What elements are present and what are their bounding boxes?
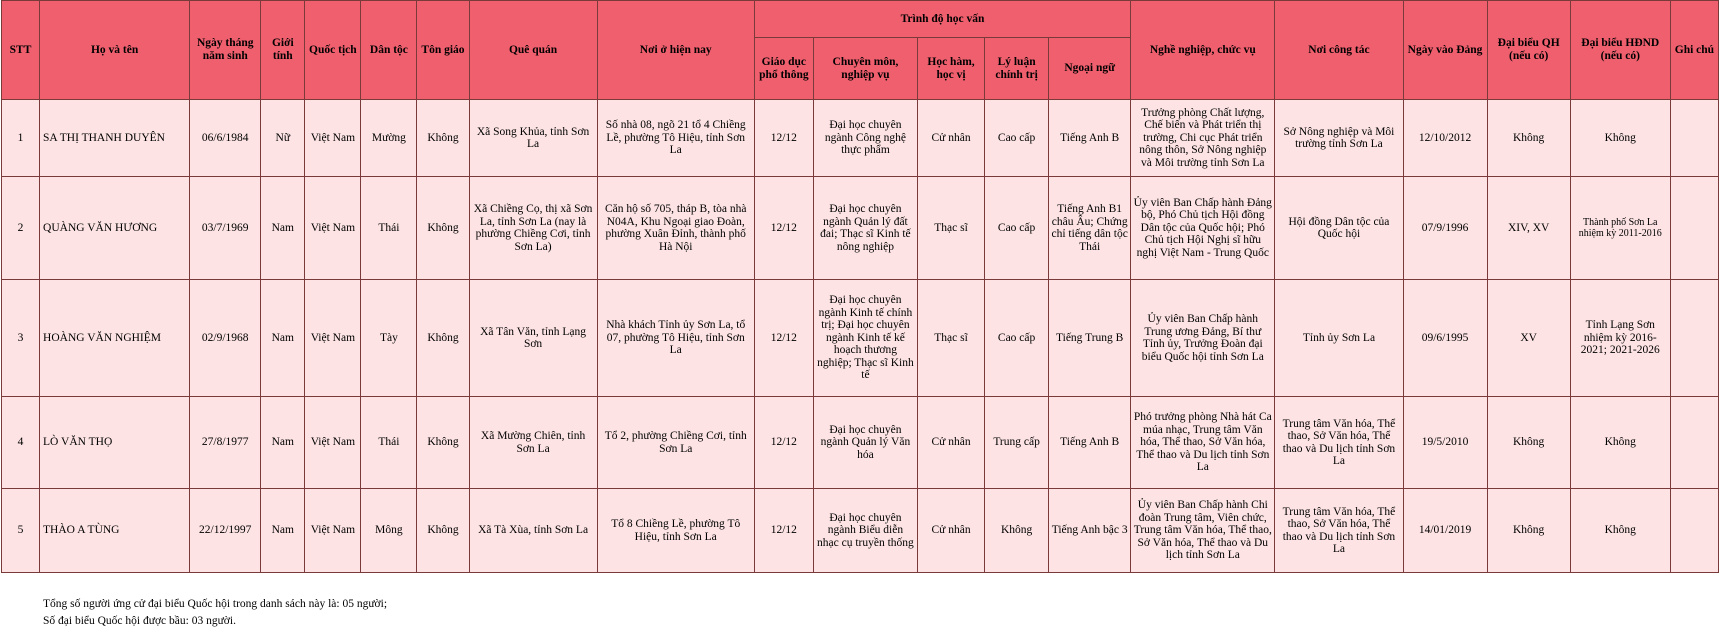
candidate-table <box>1 0 1719 573</box>
cell-religion: Không <box>417 280 469 397</box>
col-header-education-group: Trình độ học vấn <box>754 1 1130 38</box>
cell-foreign-language: Tiếng Trung B <box>1049 280 1131 397</box>
cell-general-education: 12/12 <box>754 177 813 280</box>
cell-na-delegate: XV <box>1487 280 1570 397</box>
col-header-foreign-language: Ngoại ngữ <box>1049 38 1131 100</box>
cell-degree: Thạc sĩ <box>917 280 984 397</box>
cell-name: LÒ VĂN THỌ <box>40 397 190 489</box>
cell-na-delegate: Không <box>1487 397 1570 489</box>
cell-foreign-language: Tiếng Anh B <box>1049 397 1131 489</box>
cell-ethnicity: Thái <box>361 397 417 489</box>
cell-stt: 4 <box>2 397 40 489</box>
col-header-ethnicity: Dân tộc <box>361 1 417 100</box>
cell-hometown: Xã Song Khủa, tỉnh Sơn La <box>469 100 597 177</box>
cell-occupation: Ủy viên Ban Chấp hành Đảng bộ, Phó Chủ tịch Hội đồng Dân tộc của Quốc hội; Phó Chủ tịch Hội Nghị sĩ hữu nghị Việt Nam - Trung Quốc <box>1131 177 1275 280</box>
cell-party-date: 12/10/2012 <box>1403 100 1487 177</box>
cell-workplace: Sở Nông nghiệp và Môi trường tỉnh Sơn La <box>1275 100 1403 177</box>
col-header-council-delegate: Đại biểu HĐND (nếu có) <box>1570 1 1670 100</box>
cell-notes <box>1670 489 1718 573</box>
cell-na-delegate: Không <box>1487 489 1570 573</box>
cell-ethnicity: Tày <box>361 280 417 397</box>
cell-name: SA THỊ THANH DUYÊN <box>40 100 190 177</box>
cell-na-delegate: XIV, XV <box>1487 177 1570 280</box>
cell-notes <box>1670 280 1718 397</box>
col-header-notes: Ghi chú <box>1670 1 1718 100</box>
cell-workplace: Hội đồng Dân tộc của Quốc hội <box>1275 177 1403 280</box>
cell-gender: Nam <box>261 280 305 397</box>
header-row-1 <box>2 1 1719 38</box>
col-header-occupation: Nghề nghiệp, chức vụ <box>1131 1 1275 100</box>
cell-ethnicity: Mông <box>361 489 417 573</box>
cell-specialty: Đại học chuyên ngành Công nghệ thực phẩm <box>813 100 917 177</box>
cell-workplace: Tỉnh ủy Sơn La <box>1275 280 1403 397</box>
col-header-residence: Nơi ở hiện nay <box>597 1 754 100</box>
cell-stt: 2 <box>2 177 40 280</box>
cell-specialty: Đại học chuyên ngành Biểu diễn nhạc cụ truyền thống <box>813 489 917 573</box>
cell-political-theory: Cao cấp <box>985 177 1049 280</box>
cell-name: THÀO A TÙNG <box>40 489 190 573</box>
cell-nationality: Việt Nam <box>305 100 361 177</box>
cell-gender: Nam <box>261 489 305 573</box>
cell-degree: Thạc sĩ <box>917 177 984 280</box>
cell-general-education: 12/12 <box>754 397 813 489</box>
cell-council-delegate: Không <box>1570 489 1670 573</box>
cell-notes <box>1670 100 1718 177</box>
cell-stt: 1 <box>2 100 40 177</box>
cell-foreign-language: Tiếng Anh B <box>1049 100 1131 177</box>
cell-degree: Cử nhân <box>917 489 984 573</box>
cell-birthdate: 03/7/1969 <box>190 177 261 280</box>
total-candidates-line: Tổng số người ứng cử đại biểu Quốc hội trong danh sách này là: 05 người; <box>43 598 388 610</box>
col-header-stt: STT <box>2 1 40 100</box>
cell-specialty: Đại học chuyên ngành Quản lý Văn hóa <box>813 397 917 489</box>
col-header-na-delegate: Đại biểu QH (nếu có) <box>1487 1 1570 100</box>
cell-religion: Không <box>417 177 469 280</box>
cell-degree: Cử nhân <box>917 397 984 489</box>
cell-religion: Không <box>417 100 469 177</box>
cell-workplace: Trung tâm Văn hóa, Thể thao, Sở Văn hóa, Thể thao và Du lịch tỉnh Sơn La <box>1275 397 1403 489</box>
cell-birthdate: 27/8/1977 <box>190 397 261 489</box>
table-row <box>2 100 1719 177</box>
cell-hometown: Xã Chiềng Cọ, thị xã Sơn La, tỉnh Sơn La (nay là phường Chiềng Cơi, tỉnh Sơn La) <box>469 177 597 280</box>
cell-occupation: Ủy viên Ban Chấp hành Trung ương Đảng, Bí thư Tỉnh ủy, Trưởng Đoàn đại biểu Quốc hội tỉnh Sơn La <box>1131 280 1275 397</box>
cell-general-education: 12/12 <box>754 489 813 573</box>
cell-religion: Không <box>417 397 469 489</box>
cell-general-education: 12/12 <box>754 100 813 177</box>
cell-council-delegate: Thành phố Sơn La nhiệm kỳ 2011-2016 <box>1570 177 1670 280</box>
col-header-religion: Tôn giáo <box>417 1 469 100</box>
col-header-workplace: Nơi công tác <box>1275 1 1403 100</box>
cell-political-theory: Cao cấp <box>985 280 1049 397</box>
col-header-birthdate: Ngày tháng năm sinh <box>190 1 261 100</box>
cell-political-theory: Cao cấp <box>985 100 1049 177</box>
cell-hometown: Xã Tà Xùa, tỉnh Sơn La <box>469 489 597 573</box>
cell-foreign-language: Tiếng Anh B1 châu Âu; Chứng chỉ tiếng dân tộc Thái <box>1049 177 1131 280</box>
cell-birthdate: 02/9/1968 <box>190 280 261 397</box>
table-row <box>2 177 1719 280</box>
cell-political-theory: Trung cấp <box>985 397 1049 489</box>
cell-party-date: 14/01/2019 <box>1403 489 1487 573</box>
cell-gender: Nam <box>261 177 305 280</box>
cell-gender: Nam <box>261 397 305 489</box>
cell-political-theory: Không <box>985 489 1049 573</box>
cell-council-delegate: Không <box>1570 100 1670 177</box>
cell-name: HOÀNG VĂN NGHIỆM <box>40 280 190 397</box>
cell-nationality: Việt Nam <box>305 280 361 397</box>
cell-hometown: Xã Tân Văn, tỉnh Lạng Sơn <box>469 280 597 397</box>
col-header-hometown: Quê quán <box>469 1 597 100</box>
cell-hometown: Xã Mường Chiên, tỉnh Sơn La <box>469 397 597 489</box>
table-row <box>2 397 1719 489</box>
cell-stt: 5 <box>2 489 40 573</box>
cell-occupation: Ủy viên Ban Chấp hành Chi đoàn Trung tâm, Viên chức, Trung tâm Văn hóa, Thể thao, Sở Văn hóa, Thể thao và Du lịch tỉnh Sơn La <box>1131 489 1275 573</box>
cell-specialty: Đại học chuyên ngành Quản lý đất đai; Thạc sĩ Kinh tế nông nghiệp <box>813 177 917 280</box>
elected-count-line: Số đại biểu Quốc hội được bầu: 03 người. <box>43 615 236 627</box>
cell-council-delegate: Tỉnh Lạng Sơn nhiệm kỳ 2016-2021; 2021-2026 <box>1570 280 1670 397</box>
cell-ethnicity: Thái <box>361 177 417 280</box>
col-header-degree: Học hàm, học vị <box>917 38 984 100</box>
cell-nationality: Việt Nam <box>305 177 361 280</box>
cell-ethnicity: Mường <box>361 100 417 177</box>
col-header-general-education: Giáo dục phổ thông <box>754 38 813 100</box>
cell-residence: Tổ 2, phường Chiềng Cơi, tỉnh Sơn La <box>597 397 754 489</box>
cell-occupation: Phó trưởng phòng Nhà hát Ca múa nhạc, Trung tâm Văn hóa, Thể thao, Sở Văn hóa, Thể thao và Du lịch tỉnh Sơn La <box>1131 397 1275 489</box>
cell-residence: Nhà khách Tỉnh ủy Sơn La, tổ 07, phường Tô Hiệu, tỉnh Sơn La <box>597 280 754 397</box>
cell-nationality: Việt Nam <box>305 397 361 489</box>
cell-party-date: 19/5/2010 <box>1403 397 1487 489</box>
cell-workplace: Trung tâm Văn hóa, Thể thao, Sở Văn hóa, Thể thao và Du lịch tỉnh Sơn La <box>1275 489 1403 573</box>
cell-residence: Căn hộ số 705, tháp B, tòa nhà N04A, Khu Ngoại giao Đoàn, phường Xuân Đỉnh, thành phố Hà Nội <box>597 177 754 280</box>
cell-degree: Cử nhân <box>917 100 984 177</box>
cell-residence: Tổ 8 Chiềng Lề, phường Tô Hiệu, tỉnh Sơn La <box>597 489 754 573</box>
cell-party-date: 09/6/1995 <box>1403 280 1487 397</box>
cell-birthdate: 06/6/1984 <box>190 100 261 177</box>
cell-birthdate: 22/12/1997 <box>190 489 261 573</box>
cell-nationality: Việt Nam <box>305 489 361 573</box>
col-header-gender: Giới tính <box>261 1 305 100</box>
col-header-name: Họ và tên <box>40 1 190 100</box>
cell-na-delegate: Không <box>1487 100 1570 177</box>
cell-stt: 3 <box>2 280 40 397</box>
table-row <box>2 489 1719 573</box>
cell-party-date: 07/9/1996 <box>1403 177 1487 280</box>
col-header-party-date: Ngày vào Đảng <box>1403 1 1487 100</box>
cell-foreign-language: Tiếng Anh bậc 3 <box>1049 489 1131 573</box>
cell-occupation: Trưởng phòng Chất lượng, Chế biến và Phát triển thị trường, Chi cục Phát triển nông thôn, Sở Nông nghiệp và Môi trường tỉnh Sơn La <box>1131 100 1275 177</box>
cell-gender: Nữ <box>261 100 305 177</box>
table-row <box>2 280 1719 397</box>
cell-notes <box>1670 397 1718 489</box>
cell-residence: Số nhà 08, ngõ 21 tổ 4 Chiềng Lề, phường Tô Hiệu, tỉnh Sơn La <box>597 100 754 177</box>
cell-general-education: 12/12 <box>754 280 813 397</box>
summary-notes <box>43 596 387 630</box>
col-header-political-theory: Lý luận chính trị <box>985 38 1049 100</box>
cell-name: QUÀNG VĂN HƯƠNG <box>40 177 190 280</box>
cell-religion: Không <box>417 489 469 573</box>
col-header-specialty: Chuyên môn, nghiệp vụ <box>813 38 917 100</box>
cell-specialty: Đại học chuyên ngành Kinh tế chính trị; Đại học chuyên ngành Kinh tế kế hoạch thương nghiệp; Thạc sĩ Kinh tế <box>813 280 917 397</box>
col-header-nationality: Quốc tịch <box>305 1 361 100</box>
cell-notes <box>1670 177 1718 280</box>
cell-council-delegate: Không <box>1570 397 1670 489</box>
